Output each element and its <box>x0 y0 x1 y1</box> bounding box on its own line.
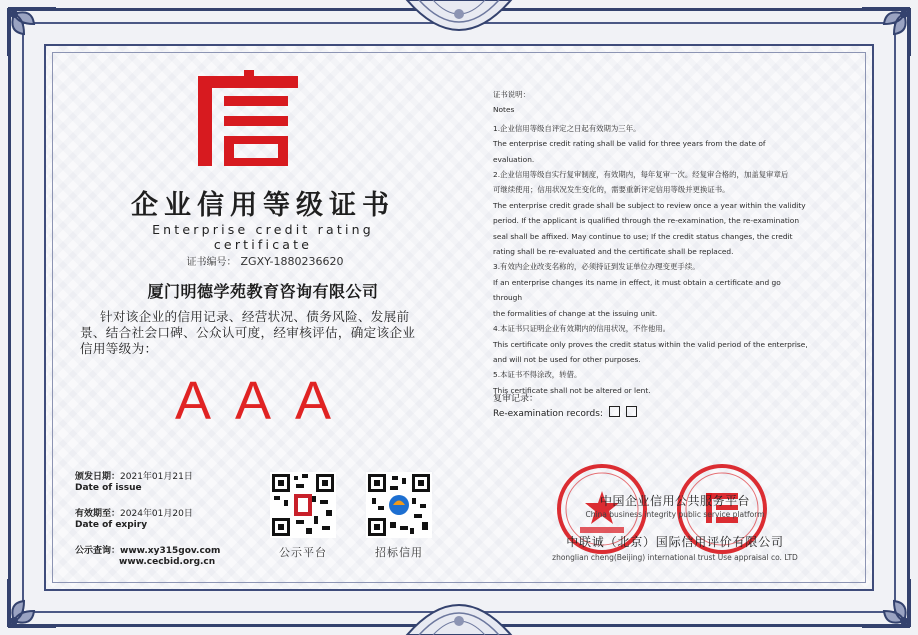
query-site-2: www.cecbid.org.cn <box>119 557 216 567</box>
certificate-title: 企业信用等级证书 <box>131 190 395 221</box>
dates-block <box>75 472 220 568</box>
query-label: 公示查询： <box>75 546 121 556</box>
note-line: This certificate shall not be altered or lent. <box>493 385 651 395</box>
note-line: The enterprise credit rating shall be valid for three years from the date of evaluation. <box>493 139 766 164</box>
corner-ornament-icon <box>858 575 914 631</box>
note-line: 可继续使用；信用状况发生变化的，需要重新评定信用等级并更换证书。 <box>493 185 730 195</box>
expiry-date-label: 有效期至： <box>75 509 121 519</box>
issue-date-value: 2021年01月21日 <box>120 472 193 482</box>
credit-logo-icon <box>196 70 300 168</box>
issuer-2-name-en: zhonglian cheng(Beijing) international trust Use appraisal co. LTD <box>552 553 798 562</box>
qr-code-icon <box>270 472 336 538</box>
qr-code-icon <box>366 472 432 538</box>
note-line: 1.企业信用等级自评定之日起有效期为三年。 <box>493 123 641 133</box>
note-line: If an enterprise changes its name in effect, it must obtain a certificate and go through <box>493 277 781 303</box>
note-line: the formalities of change at the issuing unit. <box>493 308 658 318</box>
issuer-1-name: 中国企业信用公共服务平台 <box>599 494 750 508</box>
note-line: seal shall be affixed. May continue to use; If the credit status changes, the credit <box>493 231 793 241</box>
qr-label-public-platform: 公示平台 <box>279 546 327 559</box>
reexam-label-cn: 复审记录： <box>493 394 539 404</box>
notes-section <box>493 87 809 398</box>
corner-ornament-icon <box>4 575 60 631</box>
bottom-medallion-icon <box>405 595 513 635</box>
certificate-number-value: ZGXY-1880236620 <box>240 255 344 268</box>
note-line: 5.本证书不得涂改，转借。 <box>493 370 582 380</box>
reexam-label-en: Re-examination records: <box>493 409 603 419</box>
notes-header-en: Notes <box>493 105 515 115</box>
notes-header-cn: 证书说明： <box>493 90 530 99</box>
company-name: 厦门明德学苑教育咨询有限公司 <box>147 282 379 301</box>
query-site-1: www.xy315gov.com <box>120 546 221 556</box>
note-line: 2.企业信用等级自实行复审制度，有效期内，每年复审一次。经复审合格的，加盖复审章后 <box>493 170 789 180</box>
note-line: and will not be used for other purposes. <box>493 354 641 364</box>
certificate-number-label: 证书编号： <box>186 257 237 268</box>
corner-ornament-icon <box>4 4 60 60</box>
qr-label-bidding-credit: 招标信用 <box>375 546 423 559</box>
reexam-records <box>493 393 637 421</box>
expiry-date-value: 2024年01月20日 <box>120 509 193 519</box>
note-line: This certificate only proves the credit status within the valid period of the enterprise, <box>493 339 808 349</box>
issuer-1-name-en: China business integrity public service platform <box>585 510 765 519</box>
certificate-title-en: Enterprise credit rating certificate <box>152 222 374 252</box>
reexam-checkbox[interactable] <box>626 406 637 417</box>
reexam-checkbox[interactable] <box>609 406 620 417</box>
credit-grade: AAA <box>174 371 356 431</box>
top-medallion-icon <box>405 0 513 40</box>
note-line: 3.有效内企业改变名称的，必须持证到发证单位办理变更手续。 <box>493 262 700 272</box>
note-line: rating shall be re-evaluated and the certificate shall be replaced. <box>493 247 734 257</box>
note-line: The enterprise credit grade shall be subject to review once a year within the validity <box>493 200 806 210</box>
note-line: period. If the applicant is qualified through the re-examination, the re-examination <box>493 216 800 226</box>
corner-ornament-icon <box>858 4 914 60</box>
expiry-date-label-en: Date of expiry <box>75 520 148 530</box>
issuer-2-name: 中联诚（北京）国际信用评价有限公司 <box>566 535 784 549</box>
certificate-description: 针对该企业的信用记录、经营状况、债务风险、发展前景、结合社会口碑、公众认可度，经审核评估，确定该企业信用等级为： <box>80 309 416 356</box>
issue-date-label-en: Date of issue <box>75 483 142 493</box>
issue-date-label: 颁发日期： <box>75 472 121 482</box>
note-line: 4.本证书只证明企业有效期内的信用状况，不作他用。 <box>493 324 671 334</box>
certificate-number <box>160 253 370 268</box>
